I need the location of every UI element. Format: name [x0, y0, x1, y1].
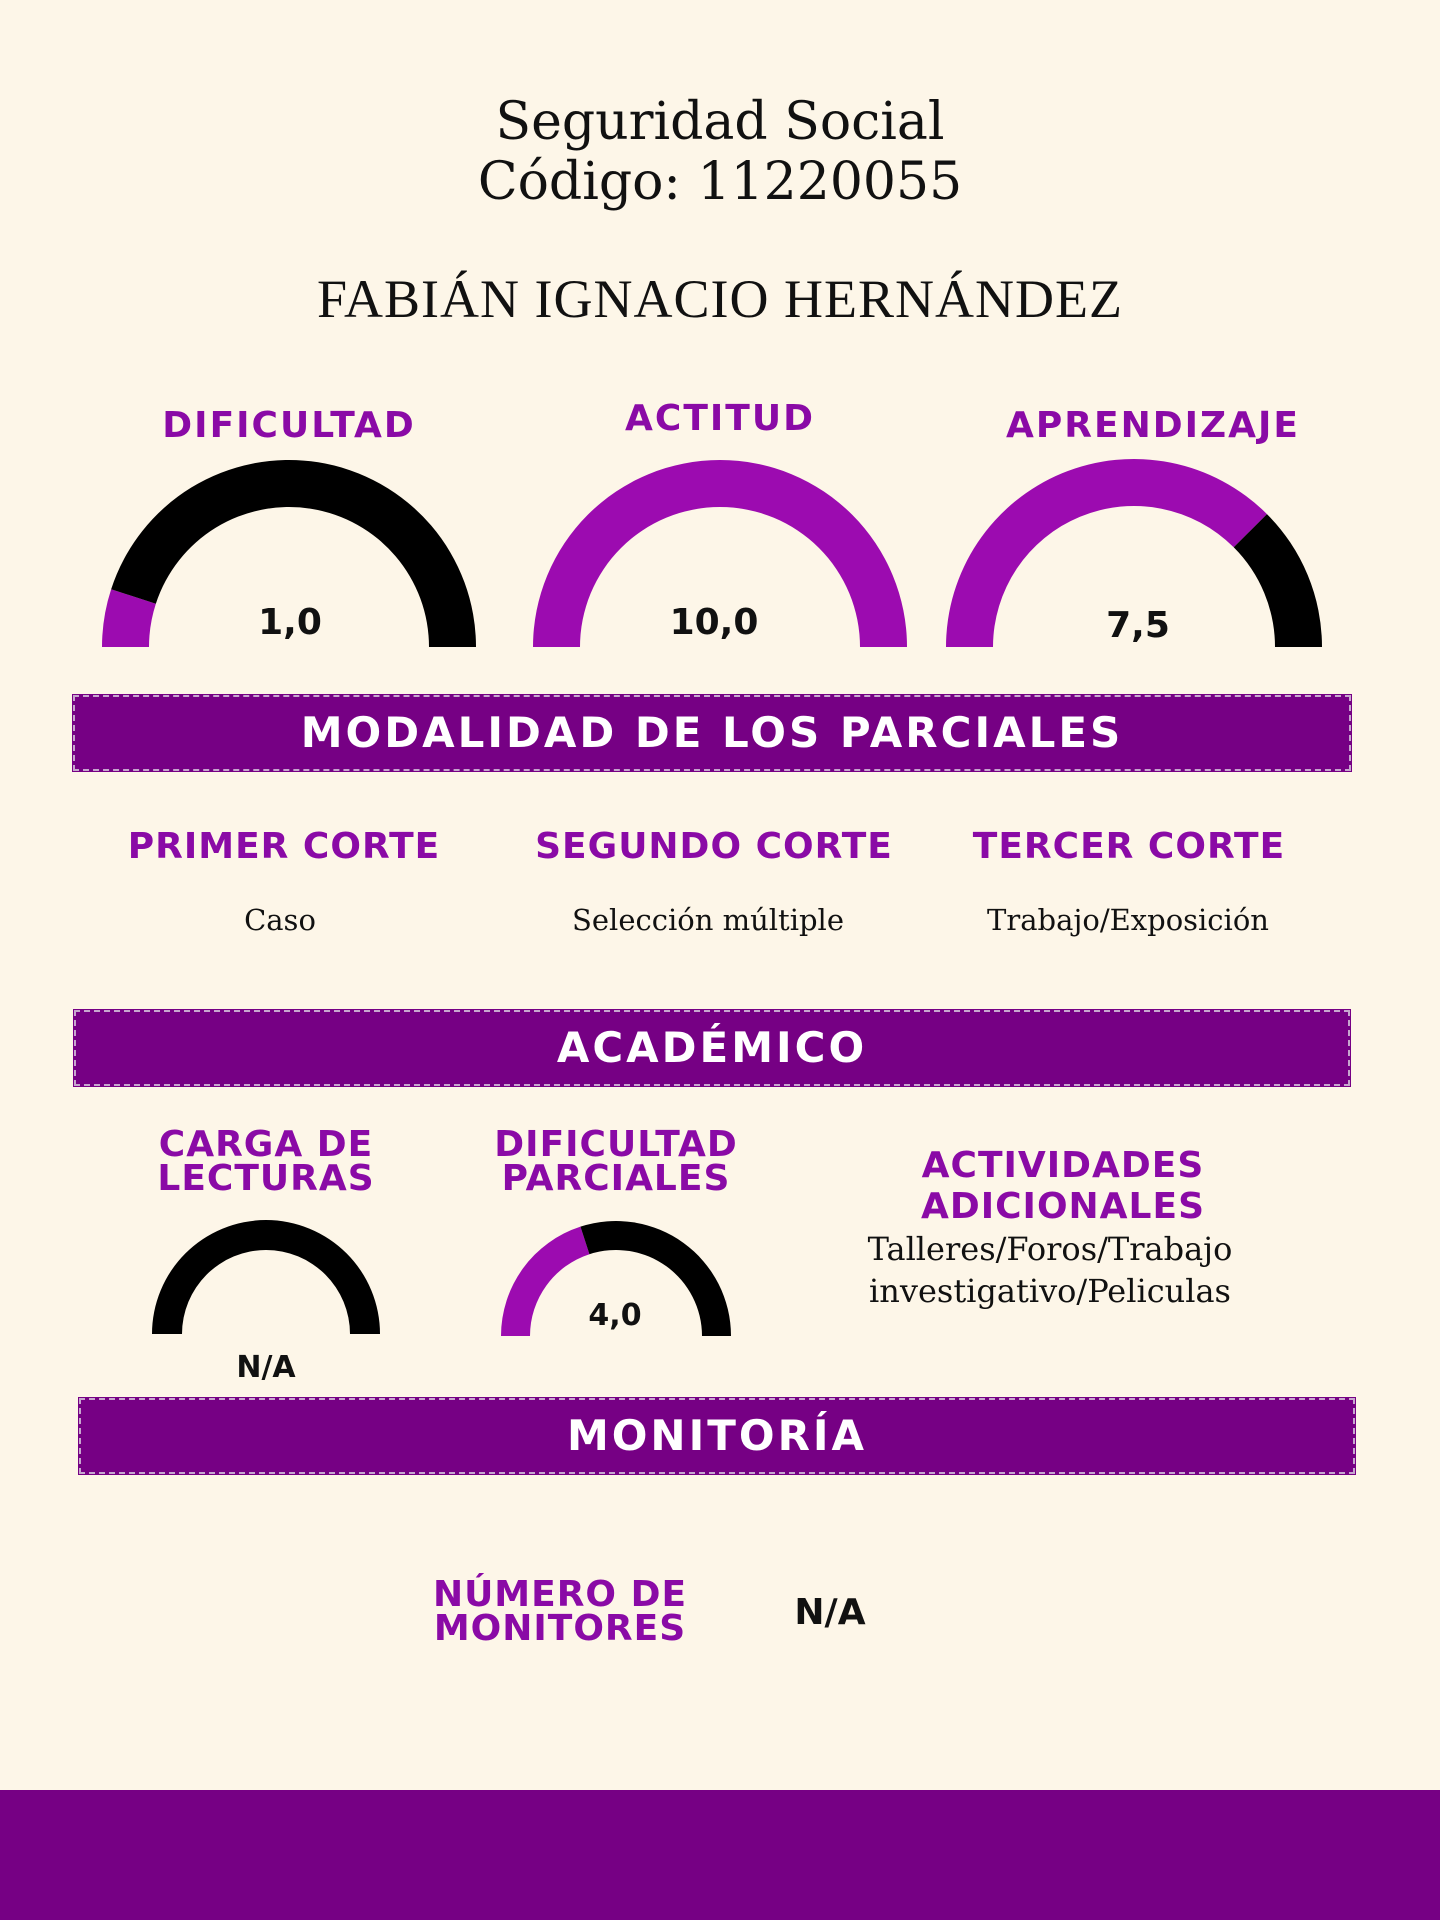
gauge-dificultad-parciales: [0, 0, 1, 1]
gauge-label-aprendizaje: APRENDIZAJE: [1006, 405, 1300, 446]
gauge-value-dificultad: 1,0: [258, 602, 322, 643]
gauge-label-actitud: ACTITUD: [625, 398, 815, 439]
banner-academico: ACADÉMICO: [73, 1009, 1351, 1087]
professor-name: FABIÁN IGNACIO HERNÁNDEZ: [317, 269, 1123, 329]
carga-lecturas-value: N/A: [236, 1350, 296, 1385]
corte-label-tercer: TERCER CORTE: [972, 826, 1286, 867]
actividades-label: ACTIVIDADES ADICIONALES: [920, 1145, 1205, 1227]
numero-monitores-value: N/A: [794, 1592, 866, 1633]
corte-value-primer: Caso: [244, 903, 316, 937]
corte-value-segundo: Selección múltiple: [572, 903, 844, 937]
gauge-label-dificultad: DIFICULTAD: [162, 405, 416, 446]
gauge-remainder: [152, 1220, 380, 1334]
course-code: Código: 11220055: [477, 152, 963, 212]
actividades-value: Talleres/Foros/Trabajo investigativo/Peliculas: [867, 1230, 1233, 1310]
numero-monitores-label: NÚMERO DE MONITORES: [432, 1574, 688, 1649]
corte-label-segundo: SEGUNDO CORTE: [535, 826, 893, 867]
corte-label-primer: PRIMER CORTE: [127, 826, 441, 867]
gauge-value-aprendizaje: 7,5: [1106, 605, 1170, 646]
banner-monitoria: MONITORÍA: [78, 1397, 1356, 1475]
dificultad-parciales-value: 4,0: [588, 1298, 642, 1333]
corte-value-tercer: Trabajo/Exposición: [987, 903, 1269, 937]
footer-band: [0, 1790, 1440, 1920]
dificultad-parciales-label: DIFICULTAD PARCIALES: [494, 1124, 738, 1199]
gauge-value-actitud: 10,0: [669, 602, 759, 643]
banner-modalidad: MODALIDAD DE LOS PARCIALES: [72, 694, 1352, 772]
carga-lecturas-label: CARGA DE LECTURAS: [157, 1124, 375, 1199]
course-title: Seguridad Social: [495, 92, 945, 152]
